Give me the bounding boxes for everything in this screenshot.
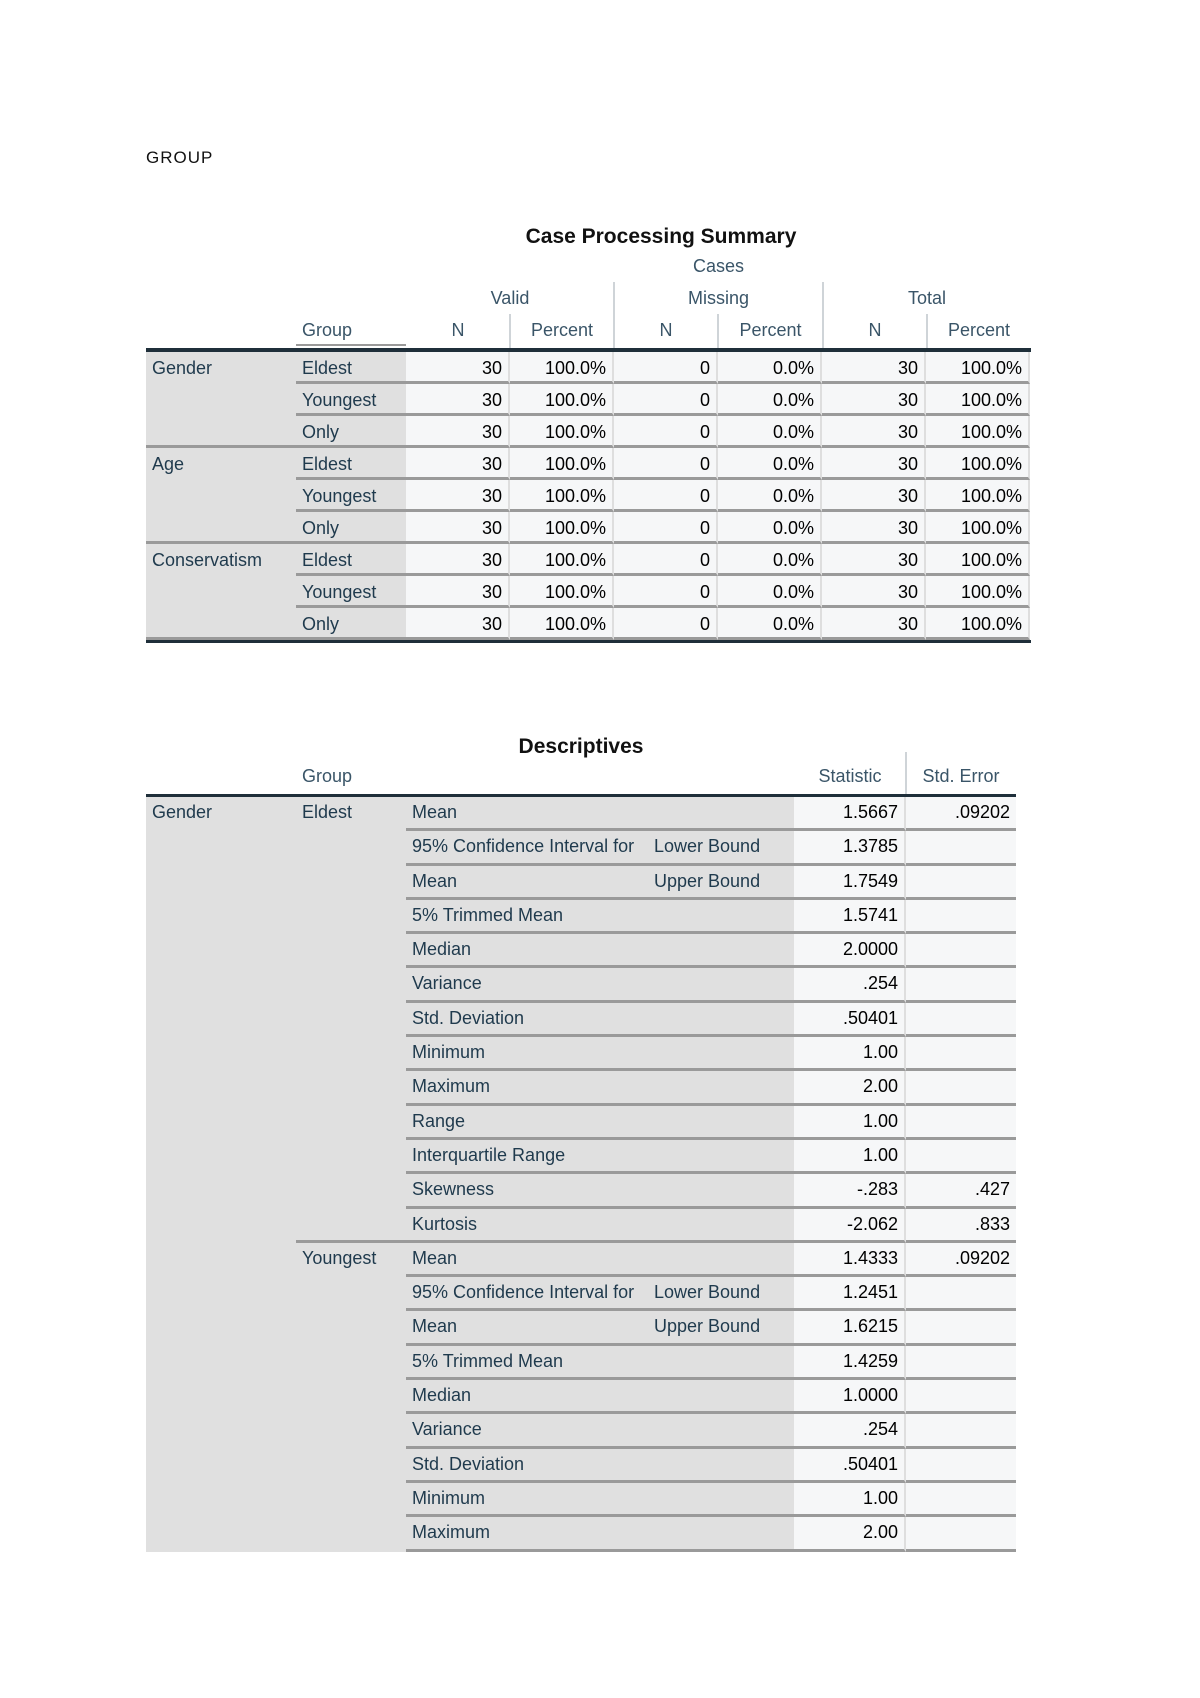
row-group-label bbox=[296, 1174, 406, 1208]
statistic-value: .254 bbox=[794, 968, 906, 1002]
std-error-value bbox=[906, 1449, 1016, 1483]
table-row bbox=[146, 900, 1016, 934]
missing-n-cell: 0 bbox=[614, 608, 718, 640]
missing-n-cell: 0 bbox=[614, 352, 718, 384]
header-divider bbox=[926, 314, 928, 348]
total-header: Total bbox=[907, 288, 947, 308]
row-group-label bbox=[296, 1517, 406, 1551]
table-row bbox=[146, 1106, 1016, 1140]
std-error-value bbox=[906, 1517, 1016, 1551]
case-processing-summary-table bbox=[146, 222, 1031, 643]
total-percent-header: Percent bbox=[947, 320, 1011, 340]
std-error-value bbox=[906, 1140, 1016, 1174]
valid-n-header: N bbox=[451, 320, 465, 340]
row-group-label bbox=[296, 831, 406, 865]
statistic-header: Statistic bbox=[818, 766, 882, 786]
row-group-label: Eldest bbox=[296, 448, 406, 480]
valid-n-cell: 30 bbox=[406, 352, 510, 384]
row-variable-label bbox=[146, 416, 296, 448]
table-row bbox=[146, 831, 1016, 865]
descriptives-header bbox=[146, 762, 1016, 824]
statistic-label: 95% Confidence Interval for bbox=[406, 831, 654, 865]
row-variable-label: Conservatism bbox=[146, 544, 296, 576]
row-group-label bbox=[296, 1483, 406, 1517]
row-variable-label bbox=[146, 1277, 296, 1311]
table-row bbox=[146, 1311, 1016, 1345]
row-group-label: Eldest bbox=[296, 544, 406, 576]
bound-label: Upper Bound bbox=[654, 1311, 794, 1345]
std-error-value bbox=[906, 1380, 1016, 1414]
std-error-header: Std. Error bbox=[922, 766, 1000, 786]
row-group-label: Youngest bbox=[296, 1243, 406, 1277]
bound-label: Lower Bound bbox=[654, 831, 794, 865]
row-group-label bbox=[296, 1071, 406, 1105]
missing-n-cell: 0 bbox=[614, 576, 718, 608]
row-group-label: Eldest bbox=[296, 352, 406, 384]
statistic-label: Range bbox=[406, 1106, 794, 1140]
section-heading: GROUP bbox=[146, 148, 214, 167]
statistic-label: Maximum bbox=[406, 1517, 794, 1551]
cases-header: Cases bbox=[692, 256, 745, 276]
header-divider bbox=[509, 314, 511, 348]
row-group-label bbox=[296, 968, 406, 1002]
row-group-label: Youngest bbox=[296, 576, 406, 608]
row-group-label: Only bbox=[296, 608, 406, 640]
statistic-value: 1.00 bbox=[794, 1037, 906, 1071]
valid-percent-cell: 100.0% bbox=[510, 512, 614, 544]
valid-percent-cell: 100.0% bbox=[510, 480, 614, 512]
std-error-value bbox=[906, 934, 1016, 968]
total-n-cell: 30 bbox=[822, 448, 926, 480]
std-error-value: .427 bbox=[906, 1174, 1016, 1208]
statistic-label: Maximum bbox=[406, 1071, 794, 1105]
row-variable-label bbox=[146, 608, 296, 640]
statistic-label: Minimum bbox=[406, 1037, 794, 1071]
group-header-underline bbox=[296, 344, 406, 346]
footer-rule bbox=[146, 640, 1031, 643]
row-variable-label bbox=[146, 1243, 296, 1277]
row-variable-label bbox=[146, 1449, 296, 1483]
total-percent-cell: 100.0% bbox=[926, 544, 1030, 576]
missing-n-header: N bbox=[659, 320, 673, 340]
table-row bbox=[146, 1449, 1016, 1483]
statistic-label: Mean bbox=[406, 1311, 654, 1345]
std-error-value bbox=[906, 1277, 1016, 1311]
header-divider bbox=[717, 314, 719, 348]
row-variable-label bbox=[146, 866, 296, 900]
valid-n-cell: 30 bbox=[406, 512, 510, 544]
table-row bbox=[146, 448, 1031, 480]
row-variable-label bbox=[146, 1209, 296, 1243]
missing-header: Missing bbox=[687, 288, 749, 308]
row-variable-label bbox=[146, 1174, 296, 1208]
row-variable-label bbox=[146, 512, 296, 544]
statistic-value: 1.00 bbox=[794, 1140, 906, 1174]
descriptives-table bbox=[146, 732, 1016, 1552]
statistic-label: Median bbox=[406, 934, 794, 968]
row-group-label: Only bbox=[296, 416, 406, 448]
std-error-value bbox=[906, 1414, 1016, 1448]
statistic-label: Std. Deviation bbox=[406, 1003, 794, 1037]
row-variable-label bbox=[146, 1140, 296, 1174]
table-row bbox=[146, 1140, 1016, 1174]
descriptives-body bbox=[146, 797, 1016, 1552]
row-group-label bbox=[296, 900, 406, 934]
statistic-value: 1.2451 bbox=[794, 1277, 906, 1311]
row-group-label: Youngest bbox=[296, 480, 406, 512]
total-n-cell: 30 bbox=[822, 416, 926, 448]
case-processing-header bbox=[146, 252, 1031, 348]
row-group-label bbox=[296, 1003, 406, 1037]
missing-percent-cell: 0.0% bbox=[718, 448, 822, 480]
statistic-label: Mean bbox=[406, 866, 654, 900]
row-variable-label bbox=[146, 1483, 296, 1517]
valid-percent-cell: 100.0% bbox=[510, 352, 614, 384]
table-row bbox=[146, 1346, 1016, 1380]
table-row bbox=[146, 1174, 1016, 1208]
missing-n-cell: 0 bbox=[614, 512, 718, 544]
statistic-value: 1.0000 bbox=[794, 1380, 906, 1414]
valid-percent-cell: 100.0% bbox=[510, 576, 614, 608]
total-n-cell: 30 bbox=[822, 512, 926, 544]
header-divider bbox=[905, 752, 907, 794]
std-error-value bbox=[906, 1483, 1016, 1517]
statistic-value: 2.00 bbox=[794, 1071, 906, 1105]
row-variable-label bbox=[146, 1380, 296, 1414]
table-row bbox=[146, 1003, 1016, 1037]
table-row bbox=[146, 1277, 1016, 1311]
statistic-value: 1.4259 bbox=[794, 1346, 906, 1380]
total-percent-cell: 100.0% bbox=[926, 608, 1030, 640]
missing-percent-cell: 0.0% bbox=[718, 608, 822, 640]
valid-n-cell: 30 bbox=[406, 384, 510, 416]
statistic-value: 1.7549 bbox=[794, 866, 906, 900]
total-n-cell: 30 bbox=[822, 576, 926, 608]
row-variable-label bbox=[146, 831, 296, 865]
table-row bbox=[146, 576, 1031, 608]
total-percent-cell: 100.0% bbox=[926, 416, 1030, 448]
total-n-cell: 30 bbox=[822, 544, 926, 576]
total-percent-cell: 100.0% bbox=[926, 576, 1030, 608]
missing-percent-cell: 0.0% bbox=[718, 384, 822, 416]
missing-percent-cell: 0.0% bbox=[718, 416, 822, 448]
row-variable-label bbox=[146, 1311, 296, 1345]
bound-label: Lower Bound bbox=[654, 1277, 794, 1311]
row-group-label bbox=[296, 1414, 406, 1448]
statistic-value: 1.4333 bbox=[794, 1243, 906, 1277]
std-error-value bbox=[906, 1311, 1016, 1345]
row-variable-label: Gender bbox=[146, 797, 296, 831]
missing-n-cell: 0 bbox=[614, 384, 718, 416]
valid-percent-cell: 100.0% bbox=[510, 544, 614, 576]
case-processing-body bbox=[146, 352, 1031, 640]
std-error-value bbox=[906, 1106, 1016, 1140]
valid-percent-cell: 100.0% bbox=[510, 608, 614, 640]
total-n-cell: 30 bbox=[822, 384, 926, 416]
table-row bbox=[146, 1209, 1016, 1243]
std-error-value bbox=[906, 1071, 1016, 1105]
table-row bbox=[146, 1414, 1016, 1448]
statistic-value: -.283 bbox=[794, 1174, 906, 1208]
statistic-label: 95% Confidence Interval for bbox=[406, 1277, 654, 1311]
valid-n-cell: 30 bbox=[406, 544, 510, 576]
std-error-value bbox=[906, 900, 1016, 934]
valid-percent-cell: 100.0% bbox=[510, 384, 614, 416]
row-variable-label bbox=[146, 1106, 296, 1140]
valid-n-cell: 30 bbox=[406, 576, 510, 608]
valid-percent-cell: 100.0% bbox=[510, 448, 614, 480]
table-row bbox=[146, 608, 1031, 640]
table-row bbox=[146, 1071, 1016, 1105]
table-row bbox=[146, 1037, 1016, 1071]
std-error-value bbox=[906, 1037, 1016, 1071]
descriptives-title: Descriptives bbox=[518, 735, 644, 758]
desc-group-header: Group bbox=[302, 766, 353, 786]
valid-header: Valid bbox=[490, 288, 530, 308]
total-n-cell: 30 bbox=[822, 352, 926, 384]
valid-percent-cell: 100.0% bbox=[510, 416, 614, 448]
statistic-value: 1.6215 bbox=[794, 1311, 906, 1345]
statistic-label: Median bbox=[406, 1380, 794, 1414]
std-error-value: .09202 bbox=[906, 797, 1016, 831]
total-percent-cell: 100.0% bbox=[926, 384, 1030, 416]
missing-percent-cell: 0.0% bbox=[718, 480, 822, 512]
valid-percent-header: Percent bbox=[530, 320, 594, 340]
missing-percent-cell: 0.0% bbox=[718, 512, 822, 544]
valid-n-cell: 30 bbox=[406, 608, 510, 640]
row-group-label: Only bbox=[296, 512, 406, 544]
total-percent-cell: 100.0% bbox=[926, 448, 1030, 480]
statistic-label: 5% Trimmed Mean bbox=[406, 900, 794, 934]
total-n-cell: 30 bbox=[822, 480, 926, 512]
statistic-label: Variance bbox=[406, 968, 794, 1002]
statistic-value: 2.0000 bbox=[794, 934, 906, 968]
valid-n-cell: 30 bbox=[406, 416, 510, 448]
row-variable-label bbox=[146, 384, 296, 416]
missing-n-cell: 0 bbox=[614, 448, 718, 480]
row-variable-label bbox=[146, 968, 296, 1002]
row-group-label bbox=[296, 1106, 406, 1140]
row-group-label bbox=[296, 1346, 406, 1380]
case-processing-title: Case Processing Summary bbox=[525, 225, 797, 248]
total-percent-cell: 100.0% bbox=[926, 352, 1030, 384]
valid-n-cell: 30 bbox=[406, 480, 510, 512]
table-row bbox=[146, 934, 1016, 968]
row-variable-label bbox=[146, 1003, 296, 1037]
statistic-label: Mean bbox=[406, 1243, 794, 1277]
missing-percent-cell: 0.0% bbox=[718, 352, 822, 384]
table-row bbox=[146, 384, 1031, 416]
total-percent-cell: 100.0% bbox=[926, 512, 1030, 544]
table-row bbox=[146, 968, 1016, 1002]
missing-n-cell: 0 bbox=[614, 544, 718, 576]
valid-n-cell: 30 bbox=[406, 448, 510, 480]
statistic-value: 1.3785 bbox=[794, 831, 906, 865]
statistic-value: 2.00 bbox=[794, 1517, 906, 1551]
std-error-value bbox=[906, 1003, 1016, 1037]
statistic-value: .50401 bbox=[794, 1003, 906, 1037]
missing-percent-cell: 0.0% bbox=[718, 576, 822, 608]
statistic-label: Interquartile Range bbox=[406, 1140, 794, 1174]
missing-percent-header: Percent bbox=[739, 320, 802, 340]
table-row bbox=[146, 544, 1031, 576]
statistic-value: 1.5741 bbox=[794, 900, 906, 934]
statistic-value: .50401 bbox=[794, 1449, 906, 1483]
statistic-label: 5% Trimmed Mean bbox=[406, 1346, 794, 1380]
statistic-value: .254 bbox=[794, 1414, 906, 1448]
statistic-value: -2.062 bbox=[794, 1209, 906, 1243]
statistic-label: Skewness bbox=[406, 1174, 794, 1208]
row-variable-label bbox=[146, 1517, 296, 1551]
row-group-label bbox=[296, 1037, 406, 1071]
row-variable-label bbox=[146, 1037, 296, 1071]
std-error-value bbox=[906, 866, 1016, 900]
std-error-value bbox=[906, 968, 1016, 1002]
row-group-label bbox=[296, 1449, 406, 1483]
row-group-label bbox=[296, 1140, 406, 1174]
header-divider bbox=[822, 282, 824, 348]
header-divider bbox=[613, 282, 615, 348]
table-row bbox=[146, 1380, 1016, 1414]
row-variable-label bbox=[146, 1071, 296, 1105]
table-row bbox=[146, 866, 1016, 900]
total-n-header: N bbox=[868, 320, 882, 340]
row-variable-label bbox=[146, 1414, 296, 1448]
group-header: Group bbox=[302, 320, 353, 340]
statistic-label: Variance bbox=[406, 1414, 794, 1448]
row-group-label bbox=[296, 934, 406, 968]
table-row bbox=[146, 480, 1031, 512]
table-row bbox=[146, 1243, 1016, 1277]
row-group-label: Youngest bbox=[296, 384, 406, 416]
statistic-value: 1.00 bbox=[794, 1483, 906, 1517]
table-row bbox=[146, 416, 1031, 448]
std-error-value: .833 bbox=[906, 1209, 1016, 1243]
row-group-label bbox=[296, 866, 406, 900]
table-row bbox=[146, 352, 1031, 384]
total-n-cell: 30 bbox=[822, 608, 926, 640]
row-group-label: Eldest bbox=[296, 797, 406, 831]
std-error-value bbox=[906, 1346, 1016, 1380]
missing-n-cell: 0 bbox=[614, 480, 718, 512]
row-variable-label bbox=[146, 900, 296, 934]
row-variable-label: Gender bbox=[146, 352, 296, 384]
statistic-label: Minimum bbox=[406, 1483, 794, 1517]
row-variable-label bbox=[146, 480, 296, 512]
table-row bbox=[146, 1517, 1016, 1551]
statistic-value: 1.00 bbox=[794, 1106, 906, 1140]
statistic-label: Std. Deviation bbox=[406, 1449, 794, 1483]
std-error-value: .09202 bbox=[906, 1243, 1016, 1277]
statistic-label: Kurtosis bbox=[406, 1209, 794, 1243]
row-variable-label bbox=[146, 1346, 296, 1380]
row-variable-label: Age bbox=[146, 448, 296, 480]
table-row bbox=[146, 512, 1031, 544]
statistic-value: 1.5667 bbox=[794, 797, 906, 831]
statistic-label: Mean bbox=[406, 797, 794, 831]
row-variable-label bbox=[146, 576, 296, 608]
row-group-label bbox=[296, 1209, 406, 1243]
missing-percent-cell: 0.0% bbox=[718, 544, 822, 576]
total-percent-cell: 100.0% bbox=[926, 480, 1030, 512]
std-error-value bbox=[906, 831, 1016, 865]
row-group-label bbox=[296, 1277, 406, 1311]
missing-n-cell: 0 bbox=[614, 416, 718, 448]
table-row bbox=[146, 1483, 1016, 1517]
row-variable-label bbox=[146, 934, 296, 968]
bound-label: Upper Bound bbox=[654, 866, 794, 900]
row-group-label bbox=[296, 1311, 406, 1345]
row-group-label bbox=[296, 1380, 406, 1414]
